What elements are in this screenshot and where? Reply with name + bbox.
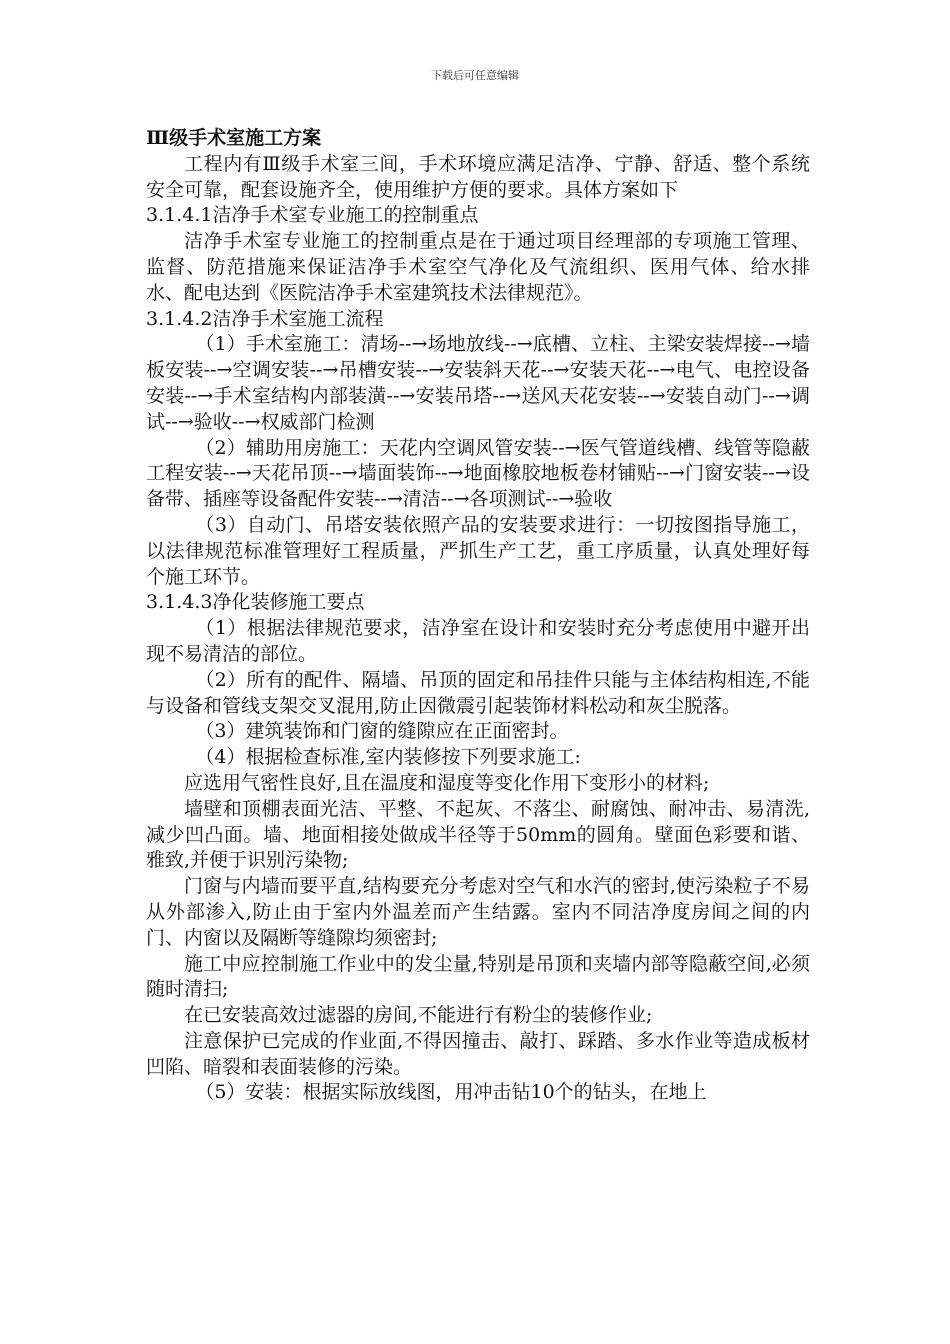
paragraph-filter-rooms: 在已安装高效过滤器的房间,不能进行有粉尘的装修作业; <box>184 1004 653 1027</box>
paragraph-or-process: （1）手术室施工：清场--→场地放线--→底槽、立柱、主梁安装焊接--→墙板安装--→空调安装--→吊槽安装--→安装斜天花--→安装天花--→电气、电控设备安装--→手术室结构内部装潢--→安装吊塔--→送风天花安装--→安装自动门--→调试--→验收--→权威部门检测 <box>146 333 810 433</box>
document-body <box>146 126 810 1106</box>
paragraph-auxiliary-process: （2）辅助用房施工：天花内空调风管安装--→医气管道线槽、线管等隐蔽工程安装--→天花吊顶--→墙面装饰--→地面橡胶地板卷材铺贴--→门窗安装--→设备带、插座等设备配件安装--→清洁--→各项测试--→验收 <box>146 436 810 511</box>
paragraph-control-focus: 洁净手术室专业施工的控制重点是在于通过项目经理部的专项施工管理、监督、防范措施来保证洁净手术室空气净化及气流组织、医用气体、给水排水、配电达到《医院洁净手术室建筑技术法律规范》。 <box>146 230 810 304</box>
page-header: 下载后可任意编辑 <box>431 69 519 82</box>
paragraph-point-5: （5）安装：根据实际放线图，用冲击钻10个的钻头，在地上 <box>195 1081 707 1104</box>
document-title: Ⅲ级手术室施工方案 <box>146 127 322 149</box>
paragraph-point-4: （4）根据检查标准,室内装修按下列要求施工: <box>195 746 581 769</box>
section-heading-3141: 3.1.4.1洁净手术室专业施工的控制重点 <box>146 204 479 227</box>
paragraph-walls: 墙壁和顶棚表面光洁、平整、不起灰、不落尘、耐腐蚀、耐冲击、易清洗,减少凹凸面。墙、地面相接处做成半径等于50mm的圆角。壁面色彩要和谐、雅致,并便于识别污染物; <box>146 797 810 872</box>
paragraph-door-tower: （3）自动门、吊塔安装依照产品的安装要求进行：一切按图指导施工，以法律规范标准管理好工程质量，严抓生产工艺，重工序质量，认真处理好每个施工环节。 <box>146 513 810 588</box>
paragraph-point-2: （2）所有的配件、隔墙、吊顶的固定和吊挂件只能与主体结构相连,不能与设备和管线支架交叉混用,防止因微震引起装饰材料松动和灰尘脱落。 <box>146 668 810 717</box>
paragraph-point-1: （1）根据法律规范要求，洁净室在设计和安装时充分考虑使用中避开出现不易清洁的部位。 <box>146 617 810 665</box>
paragraph-point-3: （3）建筑装饰和门窗的缝隙应在正面密封。 <box>195 720 569 743</box>
section-heading-3142: 3.1.4.2洁净手术室施工流程 <box>146 307 384 330</box>
paragraph-materials: 应选用气密性良好,且在温度和湿度等变化作用下变形小的材料; <box>184 771 710 794</box>
paragraph-intro: 工程内有Ⅲ级手术室三间，手术环境应满足洁净、宁静、舒适、整个系统安全可靠，配套设施齐全，使用维护方便的要求。具体方案如下 <box>146 152 810 201</box>
paragraph-dust-control: 施工中应控制施工作业中的发尘量,特别是吊顶和夹墙内部等隐蔽空间,必须随时清扫; <box>146 952 810 1001</box>
section-heading-3143: 3.1.4.3净化装修施工要点 <box>146 591 365 614</box>
paragraph-protection: 注意保护已完成的作业面,不得因撞击、敲打、踩踏、多水作业等造成板材凹陷、暗裂和表面装修的污染。 <box>146 1029 810 1078</box>
paragraph-doors-windows: 门窗与内墙而要平直,结构要充分考虑对空气和水汽的密封,使污染粒子不易从外部渗入,防止由于室内外温差而产生结露。室内不同洁净度房间之间的内门、内窗以及隔断等缝隙均须密封; <box>146 875 810 949</box>
